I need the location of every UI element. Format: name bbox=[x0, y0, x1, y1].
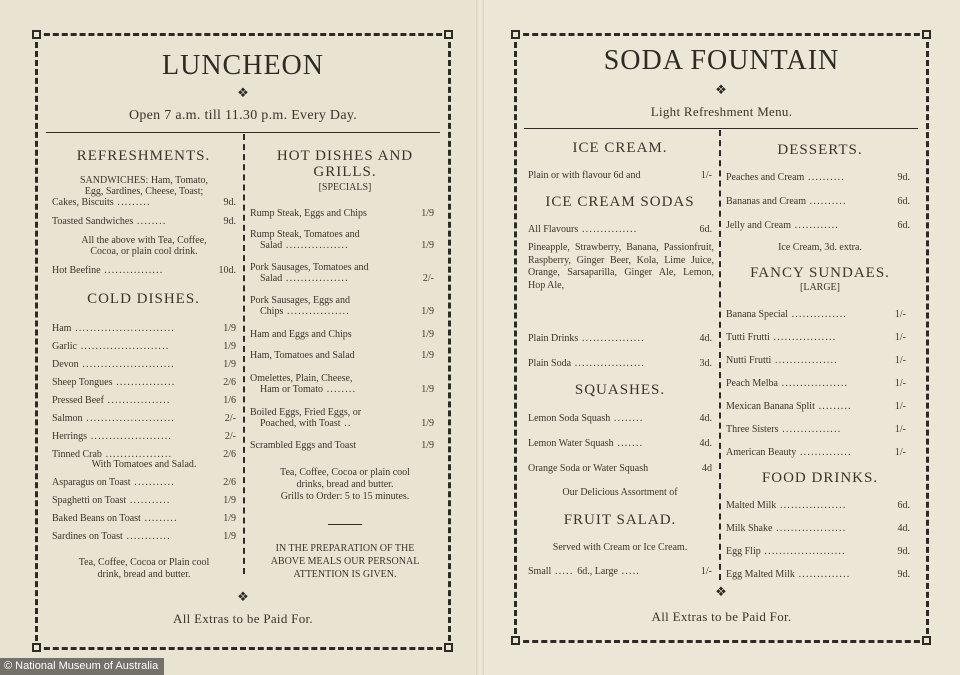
item-name: Mexican Banana Split bbox=[726, 401, 815, 412]
menu-item bbox=[250, 208, 434, 220]
desserts-heading: DESSERTS. bbox=[777, 142, 863, 158]
item-name: Chips bbox=[260, 306, 284, 317]
menu-item: Salad ................. 1/9 bbox=[260, 240, 434, 251]
item-name: Egg Malted Milk bbox=[726, 569, 795, 580]
menu-item: Bananas and Cream .......... 6d. bbox=[726, 196, 910, 207]
item-price: 9d. bbox=[223, 197, 236, 208]
menu-item-line: Pork Sausages, Eggs and bbox=[250, 295, 350, 306]
item-price: 2/6 bbox=[223, 477, 236, 488]
dessert-extra: Ice Cream, 3d. extra. bbox=[778, 242, 862, 253]
item-price: 2/6 bbox=[223, 377, 236, 388]
fancy-sundaes-heading: FANCY SUNDAES. bbox=[750, 265, 890, 281]
menu-item: Lemon Soda Squash ........ 4d. bbox=[528, 413, 712, 424]
item-name: Malted Milk bbox=[726, 500, 777, 511]
menu-item: Sheep Tongues ................ 2/6 bbox=[52, 377, 236, 388]
item-price: 2/- bbox=[224, 431, 236, 442]
item-price: 1/- bbox=[894, 332, 906, 343]
item-price: 1/9 bbox=[223, 513, 236, 524]
item-name: Small bbox=[528, 566, 552, 577]
item-price: 1/9 bbox=[421, 329, 434, 340]
item-name: Salmon bbox=[52, 413, 83, 424]
refreshments-note: Cocoa, or plain cool drink. bbox=[90, 246, 198, 257]
item-name: American Beauty bbox=[726, 447, 797, 458]
sandwiches-line: Egg, Sardines, Cheese, Toast; bbox=[84, 186, 204, 197]
menu-item: Egg Flip ...................... 9d. bbox=[726, 546, 910, 557]
specials-label: [SPECIALS] bbox=[318, 182, 372, 193]
menu-item-line: Omelettes, Plain, Cheese, bbox=[250, 373, 353, 384]
item-price: 6d., Large bbox=[577, 566, 618, 577]
menu-item bbox=[528, 463, 712, 475]
item-price: 9d. bbox=[897, 569, 910, 580]
light-refreshment-subtitle: Light Refreshment Menu. bbox=[650, 104, 793, 119]
item-price: 1/9 bbox=[223, 531, 236, 542]
corner-ornament bbox=[922, 30, 931, 39]
item-price: 3d. bbox=[699, 358, 712, 369]
item-price: 1/9 bbox=[223, 359, 236, 370]
menu-item: Three Sisters ................ 1/- bbox=[726, 424, 906, 435]
column-divider bbox=[719, 130, 721, 580]
refreshments-note: All the above with Tea, Coffee, bbox=[81, 235, 207, 246]
item-price: 1/9 bbox=[223, 495, 236, 506]
ice-cream-sodas-heading: ICE CREAM SODAS bbox=[545, 194, 695, 210]
corner-ornament bbox=[511, 30, 520, 39]
item-price: 1/- bbox=[894, 424, 906, 435]
item-price: 1/- bbox=[894, 355, 906, 366]
item-price: 4d. bbox=[897, 523, 910, 534]
soda-flavours-list: Pineapple, Strawberry, Banana, Passionfruit, Raspberry, Ginger Beer, Kola, Lime Juice, Orange, Sarsaparilla, Ginger Ale, Lemon, Hop Ale, bbox=[528, 242, 714, 291]
menu-item: Cakes, Biscuits ......... 9d. bbox=[52, 197, 236, 208]
item-name: Tutti Frutti bbox=[726, 332, 770, 343]
assortment-note: Our Delicious Assortment of bbox=[562, 487, 678, 498]
item-name: Lemon Water Squash bbox=[528, 438, 614, 449]
item-name: All Flavours bbox=[528, 224, 579, 235]
menu-item: Lemon Water Squash ....... 4d. bbox=[528, 438, 712, 449]
menu-item bbox=[528, 170, 712, 182]
item-name: Tinned Crab bbox=[52, 449, 102, 460]
item-price: 6d. bbox=[897, 500, 910, 511]
hot-note: Tea, Coffee, Cocoa or plain cool bbox=[280, 467, 410, 478]
item-name: Plain Drinks bbox=[528, 333, 579, 344]
item-price: 1/- bbox=[700, 566, 712, 577]
ice-cream-heading: ICE CREAM. bbox=[572, 140, 668, 156]
preparation-note: IN THE PREPARATION OF THE bbox=[275, 543, 415, 554]
menu-item bbox=[250, 350, 434, 362]
diamond-ornament-icon: ❖ bbox=[715, 584, 727, 599]
credit-caption: © National Museum of Australia bbox=[0, 658, 164, 675]
large-label: [LARGE] bbox=[800, 282, 840, 293]
menu-item: Peach Melba .................. 1/- bbox=[726, 378, 906, 389]
item-price: 2/- bbox=[422, 273, 434, 284]
menu-item: American Beauty .............. 1/- bbox=[726, 447, 906, 458]
menu-item: Mexican Banana Split ......... 1/- bbox=[726, 401, 906, 412]
menu-item: Peaches and Cream .......... 9d. bbox=[726, 172, 910, 183]
opening-hours: Open 7 a.m. till 11.30 p.m. Every Day. bbox=[128, 108, 358, 123]
menu-item: Garlic ........................ 1/9 bbox=[52, 341, 236, 352]
menu-item: Spaghetti on Toast ........... 1/9 bbox=[52, 495, 236, 506]
item-price: 1/9 bbox=[421, 384, 434, 395]
menu-item: Asparagus on Toast ........... 2/6 bbox=[52, 477, 236, 488]
item-name: Milk Shake bbox=[726, 523, 773, 534]
item-name: Baked Beans on Toast bbox=[52, 513, 141, 524]
menu-item: Salad ................. 2/- bbox=[260, 273, 434, 284]
corner-ornament bbox=[511, 636, 520, 645]
item-price: 6d. bbox=[897, 220, 910, 231]
item-price: 1/9 bbox=[421, 208, 434, 219]
food-drinks-heading: FOOD DRINKS. bbox=[761, 470, 879, 486]
item-name: Ham, Tomatoes and Salad bbox=[250, 350, 355, 361]
menu-item: Chips ................. 1/9 bbox=[260, 306, 434, 317]
column-divider bbox=[243, 134, 245, 574]
crab-note: With Tomatoes and Salad. bbox=[91, 459, 197, 470]
hot-dishes-heading: HOT DISHES AND bbox=[276, 148, 414, 164]
diamond-ornament-icon: ❖ bbox=[237, 85, 249, 100]
item-price: 1/- bbox=[894, 447, 906, 458]
menu-item: Tutti Frutti ................. 1/- bbox=[726, 332, 906, 343]
fruit-salad-heading: FRUIT SALAD. bbox=[563, 512, 677, 528]
corner-ornament bbox=[444, 30, 453, 39]
item-name: Cakes, Biscuits bbox=[52, 197, 114, 208]
item-name: Ham bbox=[52, 323, 72, 334]
cold-drink-note: Tea, Coffee, Cocoa or Plain cool bbox=[78, 557, 210, 568]
menu-item-line: Rump Steak, Tomatoes and bbox=[250, 229, 360, 240]
item-price: 9d. bbox=[897, 172, 910, 183]
item-price: 1/9 bbox=[421, 418, 434, 429]
item-name: Bananas and Cream bbox=[726, 196, 806, 207]
corner-ornament bbox=[444, 643, 453, 652]
menu-item: Devon ......................... 1/9 bbox=[52, 359, 236, 370]
menu-item: Herrings ...................... 2/- bbox=[52, 431, 236, 442]
menu-item: Milk Shake ................... 4d. bbox=[726, 523, 910, 534]
corner-ornament bbox=[922, 636, 931, 645]
item-name: Spaghetti on Toast bbox=[52, 495, 127, 506]
menu-item bbox=[250, 329, 434, 341]
item-price: 2/- bbox=[224, 413, 236, 424]
squashes-heading: SQUASHES. bbox=[574, 382, 666, 398]
menu-item: Baked Beans on Toast ......... 1/9 bbox=[52, 513, 236, 524]
item-price: 6d. bbox=[897, 196, 910, 207]
fruit-salad-served: Served with Cream or Ice Cream. bbox=[552, 542, 688, 553]
item-price: 9d. bbox=[897, 546, 910, 557]
item-name: Sardines on Toast bbox=[52, 531, 123, 542]
item-name: Salad bbox=[260, 273, 283, 284]
item-price: 1/6 bbox=[223, 395, 236, 406]
menu-item: Jelly and Cream ............ 6d. bbox=[726, 220, 910, 231]
item-name: Peaches and Cream bbox=[726, 172, 805, 183]
menu-item-line: Boiled Eggs, Fried Eggs, or bbox=[250, 407, 362, 418]
item-price: 9d. bbox=[223, 216, 236, 227]
item-price: 1/- bbox=[700, 170, 712, 181]
item-price: 1/9 bbox=[421, 350, 434, 361]
item-name: Orange Soda or Water Squash bbox=[528, 463, 649, 474]
corner-ornament bbox=[32, 643, 41, 652]
item-name: Devon bbox=[52, 359, 79, 370]
diamond-ornament-icon: ❖ bbox=[237, 589, 249, 604]
menu-item: Egg Malted Milk .............. 9d. bbox=[726, 569, 910, 580]
item-name: Plain or with flavour 6d and bbox=[528, 170, 641, 181]
menu-item: Banana Special ............... 1/- bbox=[726, 309, 906, 320]
menu-item bbox=[250, 440, 434, 452]
luncheon-title: LUNCHEON bbox=[162, 50, 324, 81]
item-price: 4d. bbox=[699, 333, 712, 344]
item-name: Jelly and Cream bbox=[726, 220, 791, 231]
item-price: 1/- bbox=[894, 309, 906, 320]
item-price: 1/9 bbox=[421, 306, 434, 317]
preparation-note: ATTENTION IS GIVEN. bbox=[293, 569, 397, 580]
menu-item: Poached, with Toast .. 1/9 bbox=[260, 418, 434, 429]
menu-item: Sardines on Toast ............ 1/9 bbox=[52, 531, 236, 542]
item-price: 1/9 bbox=[223, 323, 236, 334]
item-price: 10d. bbox=[218, 265, 236, 276]
divider bbox=[46, 132, 440, 133]
item-name: Ham or Tomato bbox=[260, 384, 323, 395]
item-name: Plain Soda bbox=[528, 358, 572, 369]
corner-ornament bbox=[32, 30, 41, 39]
item-name: Rump Steak, Eggs and Chips bbox=[250, 208, 367, 219]
item-name: Three Sisters bbox=[726, 424, 779, 435]
item-name: Asparagus on Toast bbox=[52, 477, 131, 488]
item-price: 4d. bbox=[699, 438, 712, 449]
item-name: Lemon Soda Squash bbox=[528, 413, 611, 424]
item-price: 1/- bbox=[894, 378, 906, 389]
item-price: 4d. bbox=[699, 413, 712, 424]
hot-dishes-heading: GRILLS. bbox=[313, 164, 377, 180]
menu-item: Tinned Crab .................. 2/6 bbox=[52, 449, 236, 460]
item-name: Herrings bbox=[52, 431, 87, 442]
item-name: Nutti Frutti bbox=[726, 355, 772, 366]
item-name: Egg Flip bbox=[726, 546, 761, 557]
item-name: Ham and Eggs and Chips bbox=[250, 329, 352, 340]
item-name: Pressed Beef bbox=[52, 395, 104, 406]
soda-fountain-title: SODA FOUNTAIN bbox=[603, 45, 840, 76]
item-name: Hot Beefine bbox=[52, 265, 101, 276]
item-price: 4d bbox=[702, 463, 712, 474]
grills-note: Grills to Order: 5 to 15 minutes. bbox=[280, 491, 410, 502]
menu-item: Plain Soda ................... 3d. bbox=[528, 358, 712, 369]
refreshments-heading: REFRESHMENTS. bbox=[76, 148, 211, 164]
menu-item: Toasted Sandwiches ........ 9d. bbox=[52, 216, 236, 227]
menu-item: All Flavours ............... 6d. bbox=[528, 224, 712, 235]
item-price: 1/- bbox=[894, 401, 906, 412]
menu-item: Ham or Tomato ........ 1/9 bbox=[260, 384, 434, 395]
menu-item: Small ..... 6d., Large ..... 1/- bbox=[528, 566, 712, 577]
menu-item: Nutti Frutti ................. 1/- bbox=[726, 355, 906, 366]
item-name: Banana Special bbox=[726, 309, 788, 320]
sandwiches-line: SANDWICHES: Ham, Tomato, bbox=[80, 175, 208, 186]
cold-dishes-heading: COLD DISHES. bbox=[87, 291, 200, 307]
item-name: Sheep Tongues bbox=[52, 377, 113, 388]
item-name: Toasted Sandwiches bbox=[52, 216, 134, 227]
menu-item: Pressed Beef ................. 1/6 bbox=[52, 395, 236, 406]
menu-item: Malted Milk .................. 6d. bbox=[726, 500, 910, 511]
soda-footer: All Extras to be Paid For. bbox=[651, 609, 792, 624]
item-name: Scrambled Eggs and Toast bbox=[250, 440, 357, 451]
item-name: Garlic bbox=[52, 341, 77, 352]
divider bbox=[524, 128, 918, 129]
hot-note: drinks, bread and butter. bbox=[296, 479, 394, 490]
menu-item: Hot Beefine ................ 10d. bbox=[52, 265, 236, 276]
item-price: 1/9 bbox=[223, 341, 236, 352]
short-divider bbox=[328, 524, 362, 525]
item-name: Salad bbox=[260, 240, 283, 251]
menu-item: Plain Drinks ................. 4d. bbox=[528, 333, 712, 344]
menu-item-line: Pork Sausages, Tomatoes and bbox=[250, 262, 369, 273]
item-price: 6d. bbox=[699, 224, 712, 235]
page-fold bbox=[476, 0, 484, 675]
luncheon-footer: All Extras to be Paid For. bbox=[173, 611, 313, 626]
item-price: 1/9 bbox=[421, 440, 434, 451]
preparation-note: ABOVE MEALS OUR PERSONAL bbox=[270, 556, 420, 567]
menu-item: Salmon ........................ 2/- bbox=[52, 413, 236, 424]
diamond-ornament-icon: ❖ bbox=[715, 82, 727, 97]
item-name: Peach Melba bbox=[726, 378, 778, 389]
item-price: 1/9 bbox=[421, 240, 434, 251]
cold-drink-note: drink, bread and butter. bbox=[97, 569, 191, 580]
item-price: 2/6 bbox=[223, 449, 236, 460]
item-name: Poached, with Toast bbox=[260, 418, 341, 429]
menu-item: Ham ........................... 1/9 bbox=[52, 323, 236, 334]
